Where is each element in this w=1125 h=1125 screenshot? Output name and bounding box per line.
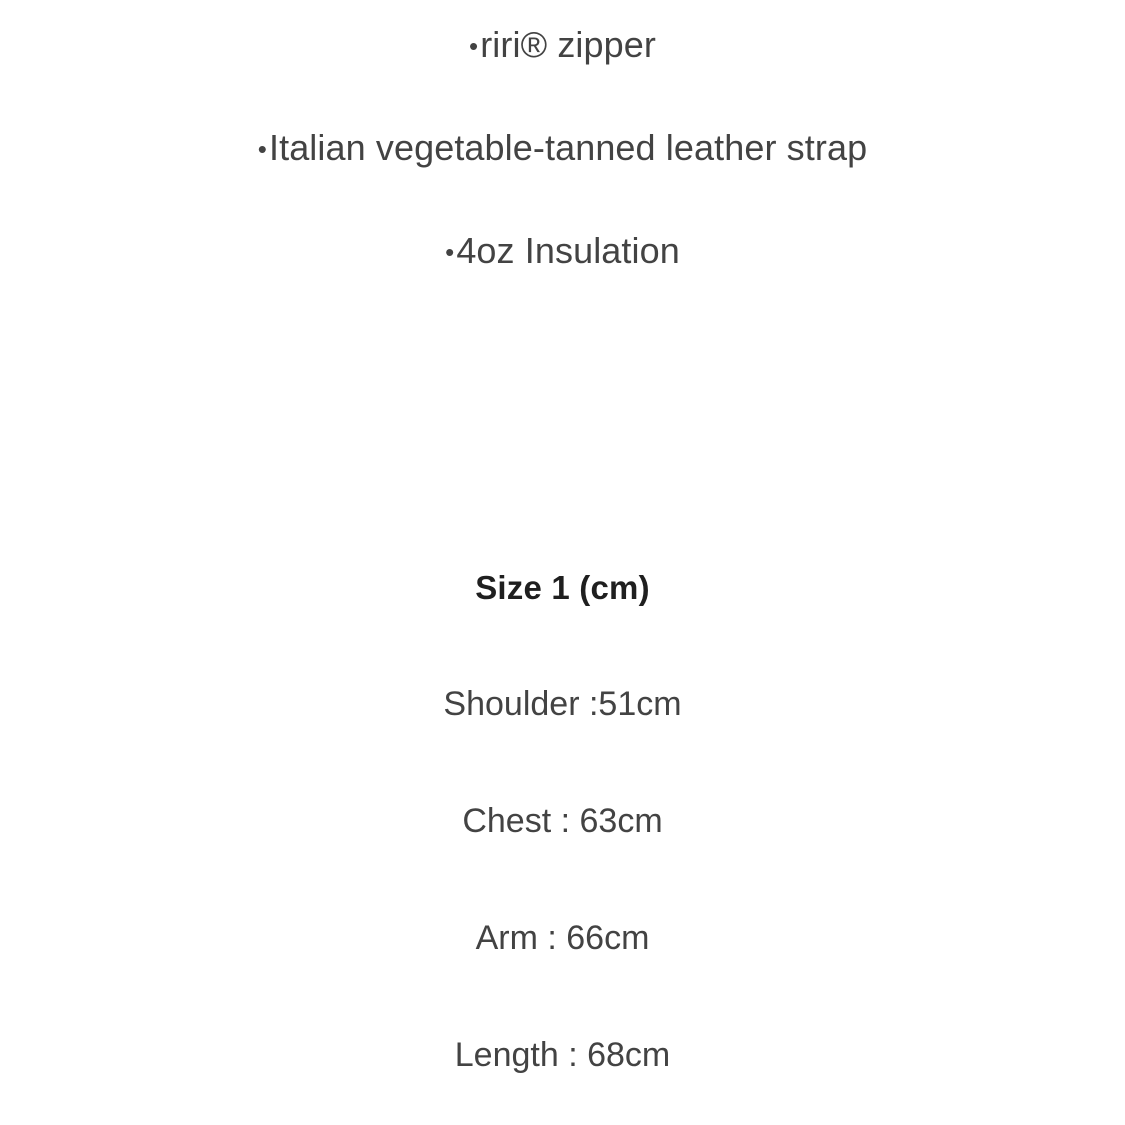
section-spacer xyxy=(0,331,1125,569)
feature-item xyxy=(0,125,1125,170)
feature-item xyxy=(0,22,1125,67)
size-title: Size 1 (cm) xyxy=(475,569,650,606)
measurement-length: Length : 68cm xyxy=(454,1036,671,1074)
sizing-section xyxy=(0,569,1125,1075)
measurement-shoulder: Shoulder :51cm xyxy=(443,685,682,723)
feature-list xyxy=(0,0,1125,273)
feature-item-label: Italian vegetable-tanned leather strap xyxy=(268,127,868,168)
feature-item-label: 4oz Insulation xyxy=(456,230,680,271)
feature-item-label: riri® zipper xyxy=(480,24,656,65)
bullet-icon: • xyxy=(445,237,455,267)
bullet-icon: • xyxy=(469,31,479,61)
measurement-arm: Arm : 66cm xyxy=(475,919,650,957)
measurement-chest: Chest : 63cm xyxy=(462,802,663,840)
feature-item xyxy=(0,228,1125,273)
bullet-icon: • xyxy=(257,134,267,164)
